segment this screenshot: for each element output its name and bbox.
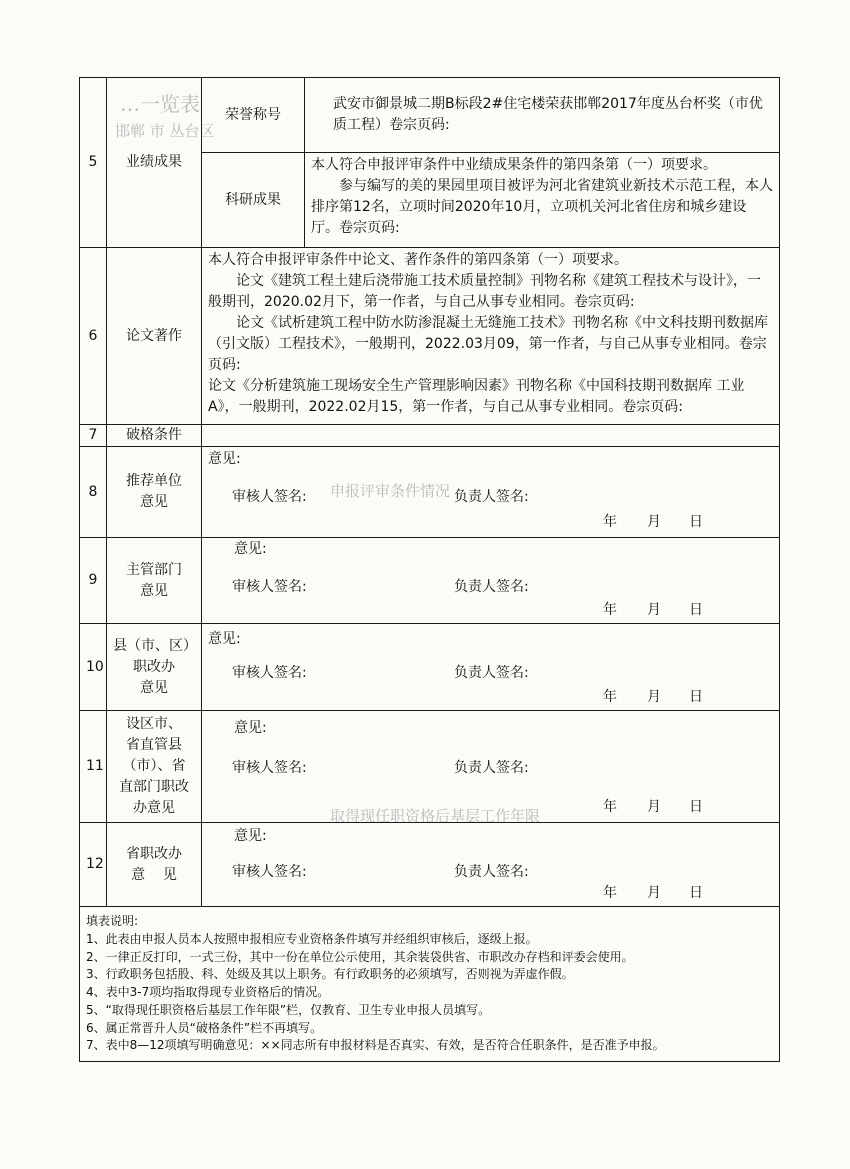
opinion-label: 意见: <box>208 630 241 647</box>
date-line <box>603 797 703 818</box>
date-line <box>603 600 703 621</box>
section-label-recommend <box>107 447 202 538</box>
row-number: 10 <box>80 624 107 711</box>
opinion-label: 意见: <box>234 719 267 736</box>
day-label: 日 <box>689 798 703 815</box>
reviewer-signature-label: 审核人签名: <box>232 578 307 595</box>
research-text <box>305 153 780 248</box>
ghost-line: 邯郸 市 丛台区 <box>115 122 215 140</box>
item-line: 意见 <box>140 494 168 510</box>
instruction-item: 3、行政职务包括股、科、处级及其以上职务。有行政职务的必须填写，否则视为弄虚作假。 <box>86 967 574 982</box>
reviewer-signature-label: 审核人签名: <box>232 759 307 776</box>
papers-line: 本人符合申报评审条件中论文、著作条件的第四条第（一）项要求。 <box>208 252 628 268</box>
head-signature-label: 负责人签名: <box>454 759 529 776</box>
section-label-province <box>107 823 202 907</box>
opinion-label: 意见: <box>208 451 241 467</box>
instruction-item: 6、属正常晋升人员“破格条件”栏不再填写。 <box>86 1020 323 1035</box>
head-signature-label: 负责人签名: <box>454 578 529 595</box>
reviewer-signature-label: 审核人签名: <box>232 489 307 505</box>
instruction-item: 5、“取得现任职资格后基层工作年限”栏，仅教育、卫生专业申报人员填写。 <box>86 1002 491 1017</box>
year-label: 年 <box>603 884 617 901</box>
section-label-performance: 业绩成果 <box>107 78 202 248</box>
item-line: 职改办 <box>133 658 175 675</box>
honor-content: 武安市御景城二期B标段2#住宅楼荣获邯郸2017年度丛台杯奖（市优质工程）卷宗页码: <box>333 96 763 133</box>
item-line: 主管部门 <box>126 561 182 578</box>
head-signature-label: 负责人签名: <box>454 863 529 880</box>
papers-line: 论文《试析建筑工程中防水防渗混凝土无缝施工技术》刊物名称《中文科技期刊数据库（引文版）工程技术》，一般期刊，2022.03月09，第一作者，与自己从事专业相同。卷宗页码: <box>208 315 768 373</box>
date-line <box>603 512 703 533</box>
honor-text <box>305 78 780 153</box>
row-number: 5 <box>80 78 107 248</box>
opinion-cell <box>202 711 780 823</box>
research-label: 科研成果 <box>202 153 305 248</box>
section-label-authority <box>107 538 202 624</box>
opinion-cell <box>202 823 780 907</box>
row-number: 7 <box>80 425 107 447</box>
month-label: 月 <box>647 884 661 901</box>
date-line <box>603 687 703 708</box>
ghost-line: 取得现任职资格后基层工作年限 <box>330 807 541 825</box>
honor-label: 荣誉称号 <box>202 78 305 153</box>
year-label: 年 <box>603 798 617 815</box>
opinion-cell <box>202 447 780 538</box>
papers-line: 论文《分析建筑施工现场安全生产管理影响因素》刊物名称《中国科技期刊数据库 工业A》，一般期刊，2022.02月15，第一作者，与自己从事专业相同。卷宗页码: <box>208 378 745 415</box>
item-line: 直部门职改 <box>119 779 189 795</box>
instruction-item: 4、表中3-7项均指取得现专业资格后的情况。 <box>86 985 330 999</box>
filling-instructions <box>80 907 780 1062</box>
item-line: 省职改办 <box>126 845 182 862</box>
year-label: 年 <box>603 688 617 705</box>
section-label-city <box>107 711 202 823</box>
opinion-cell <box>202 624 780 711</box>
month-label: 月 <box>647 688 661 705</box>
row-number: 11 <box>80 711 107 823</box>
day-label: 日 <box>689 514 703 530</box>
papers-line: 论文《建筑工程土建后浇带施工技术质量控制》刊物名称《建筑工程技术与设计》，一般期刊，2020.02月下，第一作者，与自己从事专业相同。卷宗页码: <box>208 273 761 310</box>
item-line: 设区市、 <box>126 716 182 732</box>
papers-text <box>202 248 780 425</box>
head-signature-label: 负责人签名: <box>454 489 529 505</box>
day-label: 日 <box>689 601 703 618</box>
application-form-table <box>79 77 780 1062</box>
instruction-item: 2、一律正反打印，一式三份，其中一份在单位公示使用，其余装袋供省、市职改办存档和评委会使用。 <box>86 949 634 964</box>
section-label-county <box>107 624 202 711</box>
item-line: 意见 <box>140 582 168 599</box>
research-line: 参与编写的美的果园里项目被评为河北省建筑业新技术示范工程，本人排序第12名，立项时间2020年10月，立项机关河北省住房和城乡建设厅。卷宗页码: <box>311 178 773 236</box>
month-label: 月 <box>647 798 661 815</box>
opinion-label: 意见: <box>234 540 267 557</box>
row-number: 9 <box>80 538 107 624</box>
ghost-line: 申报评审条件情况 <box>330 482 451 500</box>
item-line: 县（市、区） <box>113 637 197 654</box>
instruction-item: 7、表中8—12项填写明确意见：××同志所有申报材料是否真实、有效，是否符合任职条件，是否准予申报。 <box>86 1038 665 1053</box>
month-label: 月 <box>647 514 661 530</box>
ghost-title: …一览表 <box>120 92 200 116</box>
exception-blank <box>202 425 780 447</box>
year-label: 年 <box>603 601 617 618</box>
row-number: 8 <box>80 447 107 538</box>
item-line: （市）、省 <box>122 758 186 774</box>
date-line <box>603 883 703 904</box>
day-label: 日 <box>689 884 703 901</box>
section-label-papers: 论文著作 <box>107 248 202 425</box>
opinion-label: 意见: <box>234 827 267 844</box>
item-line: 省直管县 <box>126 737 182 753</box>
item-line: 推荐单位 <box>126 473 182 489</box>
head-signature-label: 负责人签名: <box>454 664 529 681</box>
item-line: 意见 <box>140 679 168 696</box>
item-line: 意 见 <box>131 866 177 883</box>
opinion-cell <box>202 538 780 624</box>
instructions-title: 填表说明: <box>86 914 139 928</box>
row-number: 12 <box>80 823 107 907</box>
research-line: 本人符合申报评审条件中业绩成果条件的第四条第（一）项要求。 <box>311 157 717 173</box>
section-label-exception: 破格条件 <box>107 425 202 447</box>
day-label: 日 <box>689 688 703 705</box>
row-number: 6 <box>80 248 107 425</box>
item-line: 办意见 <box>133 800 175 816</box>
reviewer-signature-label: 审核人签名: <box>232 863 307 880</box>
reviewer-signature-label: 审核人签名: <box>232 664 307 681</box>
year-label: 年 <box>603 514 617 530</box>
month-label: 月 <box>647 601 661 618</box>
instruction-item: 1、此表由申报人员本人按照申报相应专业资格条件填写并经组织审核后，逐级上报。 <box>86 931 538 946</box>
